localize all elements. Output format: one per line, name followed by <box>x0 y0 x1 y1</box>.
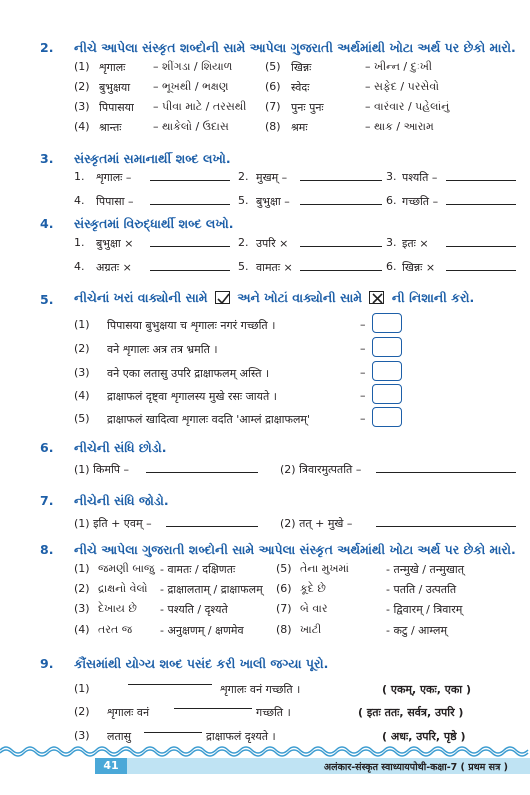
list-item: (1) किमपि – (2) त्रिवारमुत्पतति – <box>74 463 362 476</box>
fill-in-row: (1) शृगालः वनं गच्छति । ( एकम्, एकः, एका ) <box>74 682 471 696</box>
answer-line[interactable] <box>150 204 230 205</box>
answer-line[interactable] <box>300 270 382 271</box>
list-item: (2) बुभुक्षया – ભૂખથી / ભક્ષણ (6) स्वेदः – સફેદ / પરસેવો <box>74 80 439 94</box>
list-item: (1) જમણી બાજુ - वामतः / दक्षिणतः (5) તેના મુખમાં - तन्मुखे / तन्मुखात् <box>74 562 464 576</box>
answer-line[interactable] <box>446 204 516 205</box>
answer-line[interactable] <box>150 180 230 181</box>
question-title: સંસ્કૃતમાં વિરુદ્ધાર્થી શબ્દ લખો. <box>74 216 234 231</box>
answer-box[interactable] <box>372 384 402 404</box>
statement-row: (1) पिपासया बुभुक्षया च शृगालः नगरं गच्छति । – <box>74 318 366 332</box>
answer-line[interactable] <box>128 684 212 685</box>
list-item: (4) તરત જ - अनुक्षणम् / क्षणमेव (8) ખાટી - कटु / आम्लम् <box>74 623 448 637</box>
question-title: નીચે આપેલા ગુજરાતી શબ્દોની સામે આપેલા સંસ્કૃત અર્થમાંથી ખોટા અર્થ પર છેકો મારો. <box>74 542 516 557</box>
statement-row: (3) वने एका लतासु उपरि द्राक्षाफलम् अस्ति । – <box>74 366 366 380</box>
fill-in-row: (2) शृगालः वनं गच्छति । ( इतः ततः, सर्वत्र, उपरि ) <box>74 705 464 719</box>
wave-border-decoration <box>0 743 530 757</box>
question-number: 3. <box>40 151 54 166</box>
statement-row: (5) द्राक्षाफलं खादित्वा शृगालः वदति 'आम्लं द्राक्षाफलम्' – <box>74 412 366 426</box>
list-item: 4. पिपासा – 5. बुभुक्षा – 6. गच्छति – <box>74 194 439 208</box>
answer-line[interactable] <box>150 246 230 247</box>
list-item: 1. बुभुक्षा × 2. उपरि × 3. इतः × <box>74 236 429 250</box>
question-title: સંસ્કૃતમાં સમાનાર્થી શબ્દ લખો. <box>74 151 231 166</box>
answer-box[interactable] <box>372 407 402 427</box>
page-number: 41 <box>95 758 127 774</box>
footer-book-title: अलंकार-संस्कृत स्वाध्यायपोथी-कक्षा-7 ( प्रथम सत्र ) <box>323 762 508 773</box>
question-number: 2. <box>40 40 54 55</box>
answer-line[interactable] <box>174 708 252 709</box>
answer-line[interactable] <box>446 180 516 181</box>
question-number: 6. <box>40 440 54 455</box>
answer-line[interactable] <box>300 246 382 247</box>
answer-line[interactable] <box>376 526 516 527</box>
question-title: કૌંસમાંથી યોગ્ય શબ્દ પસંદ કરી ખાલી જગ્યા પૂરો. <box>74 656 329 671</box>
question-number: 4. <box>40 216 54 231</box>
list-item: (4) श्रान्तः – થાકેલો / ઉદાસ (8) श्रमः – થાક / આરામ <box>74 120 434 134</box>
list-item: (3) દેખાય છે - पश्यति / दृश्यते (7) બે વાર - द्विवारम् / त्रिवारम् <box>74 602 463 616</box>
answer-line[interactable] <box>300 204 382 205</box>
list-item: 1. शृगालः – 2. मुखम् – 3. पश्यति – <box>74 170 438 184</box>
question-number: 7. <box>40 493 54 508</box>
list-item: (1) इति + एवम् – (2) तत् + मुखे – <box>74 517 353 530</box>
answer-line[interactable] <box>376 472 516 473</box>
list-item: (2) દ્રાક્ષનો વેલો - द्राक्षालताम् / द्राक्षाफलम् (6) કૂદે છે - पतति / उत्पतति <box>74 582 457 596</box>
list-item: 4. अग्रतः × 5. वामतः × 6. खिन्नः × <box>74 260 436 274</box>
answer-line[interactable] <box>300 180 382 181</box>
question-title: નીચે આપેલા સંસ્કૃત શબ્દોની સામે આપેલા ગુજરાતી અર્થમાંથી ખોટા અર્થ પર છેકો મારો. <box>74 40 516 55</box>
answer-box[interactable] <box>372 337 402 357</box>
list-item: (3) पिपासया – પીવા માટે / તરસથી (7) पुनः पुनः – વારંવાર / પહેલાંનું <box>74 100 450 114</box>
question-title: નીચેની સંધિ જોડો. <box>74 493 169 508</box>
answer-line[interactable] <box>146 472 258 473</box>
answer-line[interactable] <box>446 246 516 247</box>
statement-row: (2) वने शृगालः अत्र तत्र भ्रमति । – <box>74 342 366 356</box>
statement-row: (4) द्राक्षाफलं दृष्ट्वा शृगालस्य मुखे रसः जायते । – <box>74 389 366 403</box>
answer-line[interactable] <box>446 270 516 271</box>
fill-in-row: (3) लतासु द्राक्षाफलं दृश्यते । ( अधः, उपरि, पृष्ठे ) <box>74 729 466 743</box>
question-number: 9. <box>40 656 54 671</box>
cross-mark-icon <box>369 291 384 304</box>
answer-line[interactable] <box>144 732 202 733</box>
question-title: નીચેની સંધિ છોડો. <box>74 440 167 455</box>
question-title: નીચેનાં ખરાં વાક્યોની સામે અને ખોટાં વાક્યોની સામે ની નિશાની કરો. <box>74 290 475 305</box>
answer-line[interactable] <box>166 526 258 527</box>
answer-box[interactable] <box>372 313 402 333</box>
answer-line[interactable] <box>150 270 230 271</box>
check-mark-icon <box>215 291 230 304</box>
question-number: 8. <box>40 542 54 557</box>
list-item: (1) शृगालः – શીંગડા / શિયાળ (5) खिन्नः – ખીન્ન / દુઃખી <box>74 60 433 74</box>
question-number: 5. <box>40 292 54 307</box>
answer-box[interactable] <box>372 361 402 381</box>
